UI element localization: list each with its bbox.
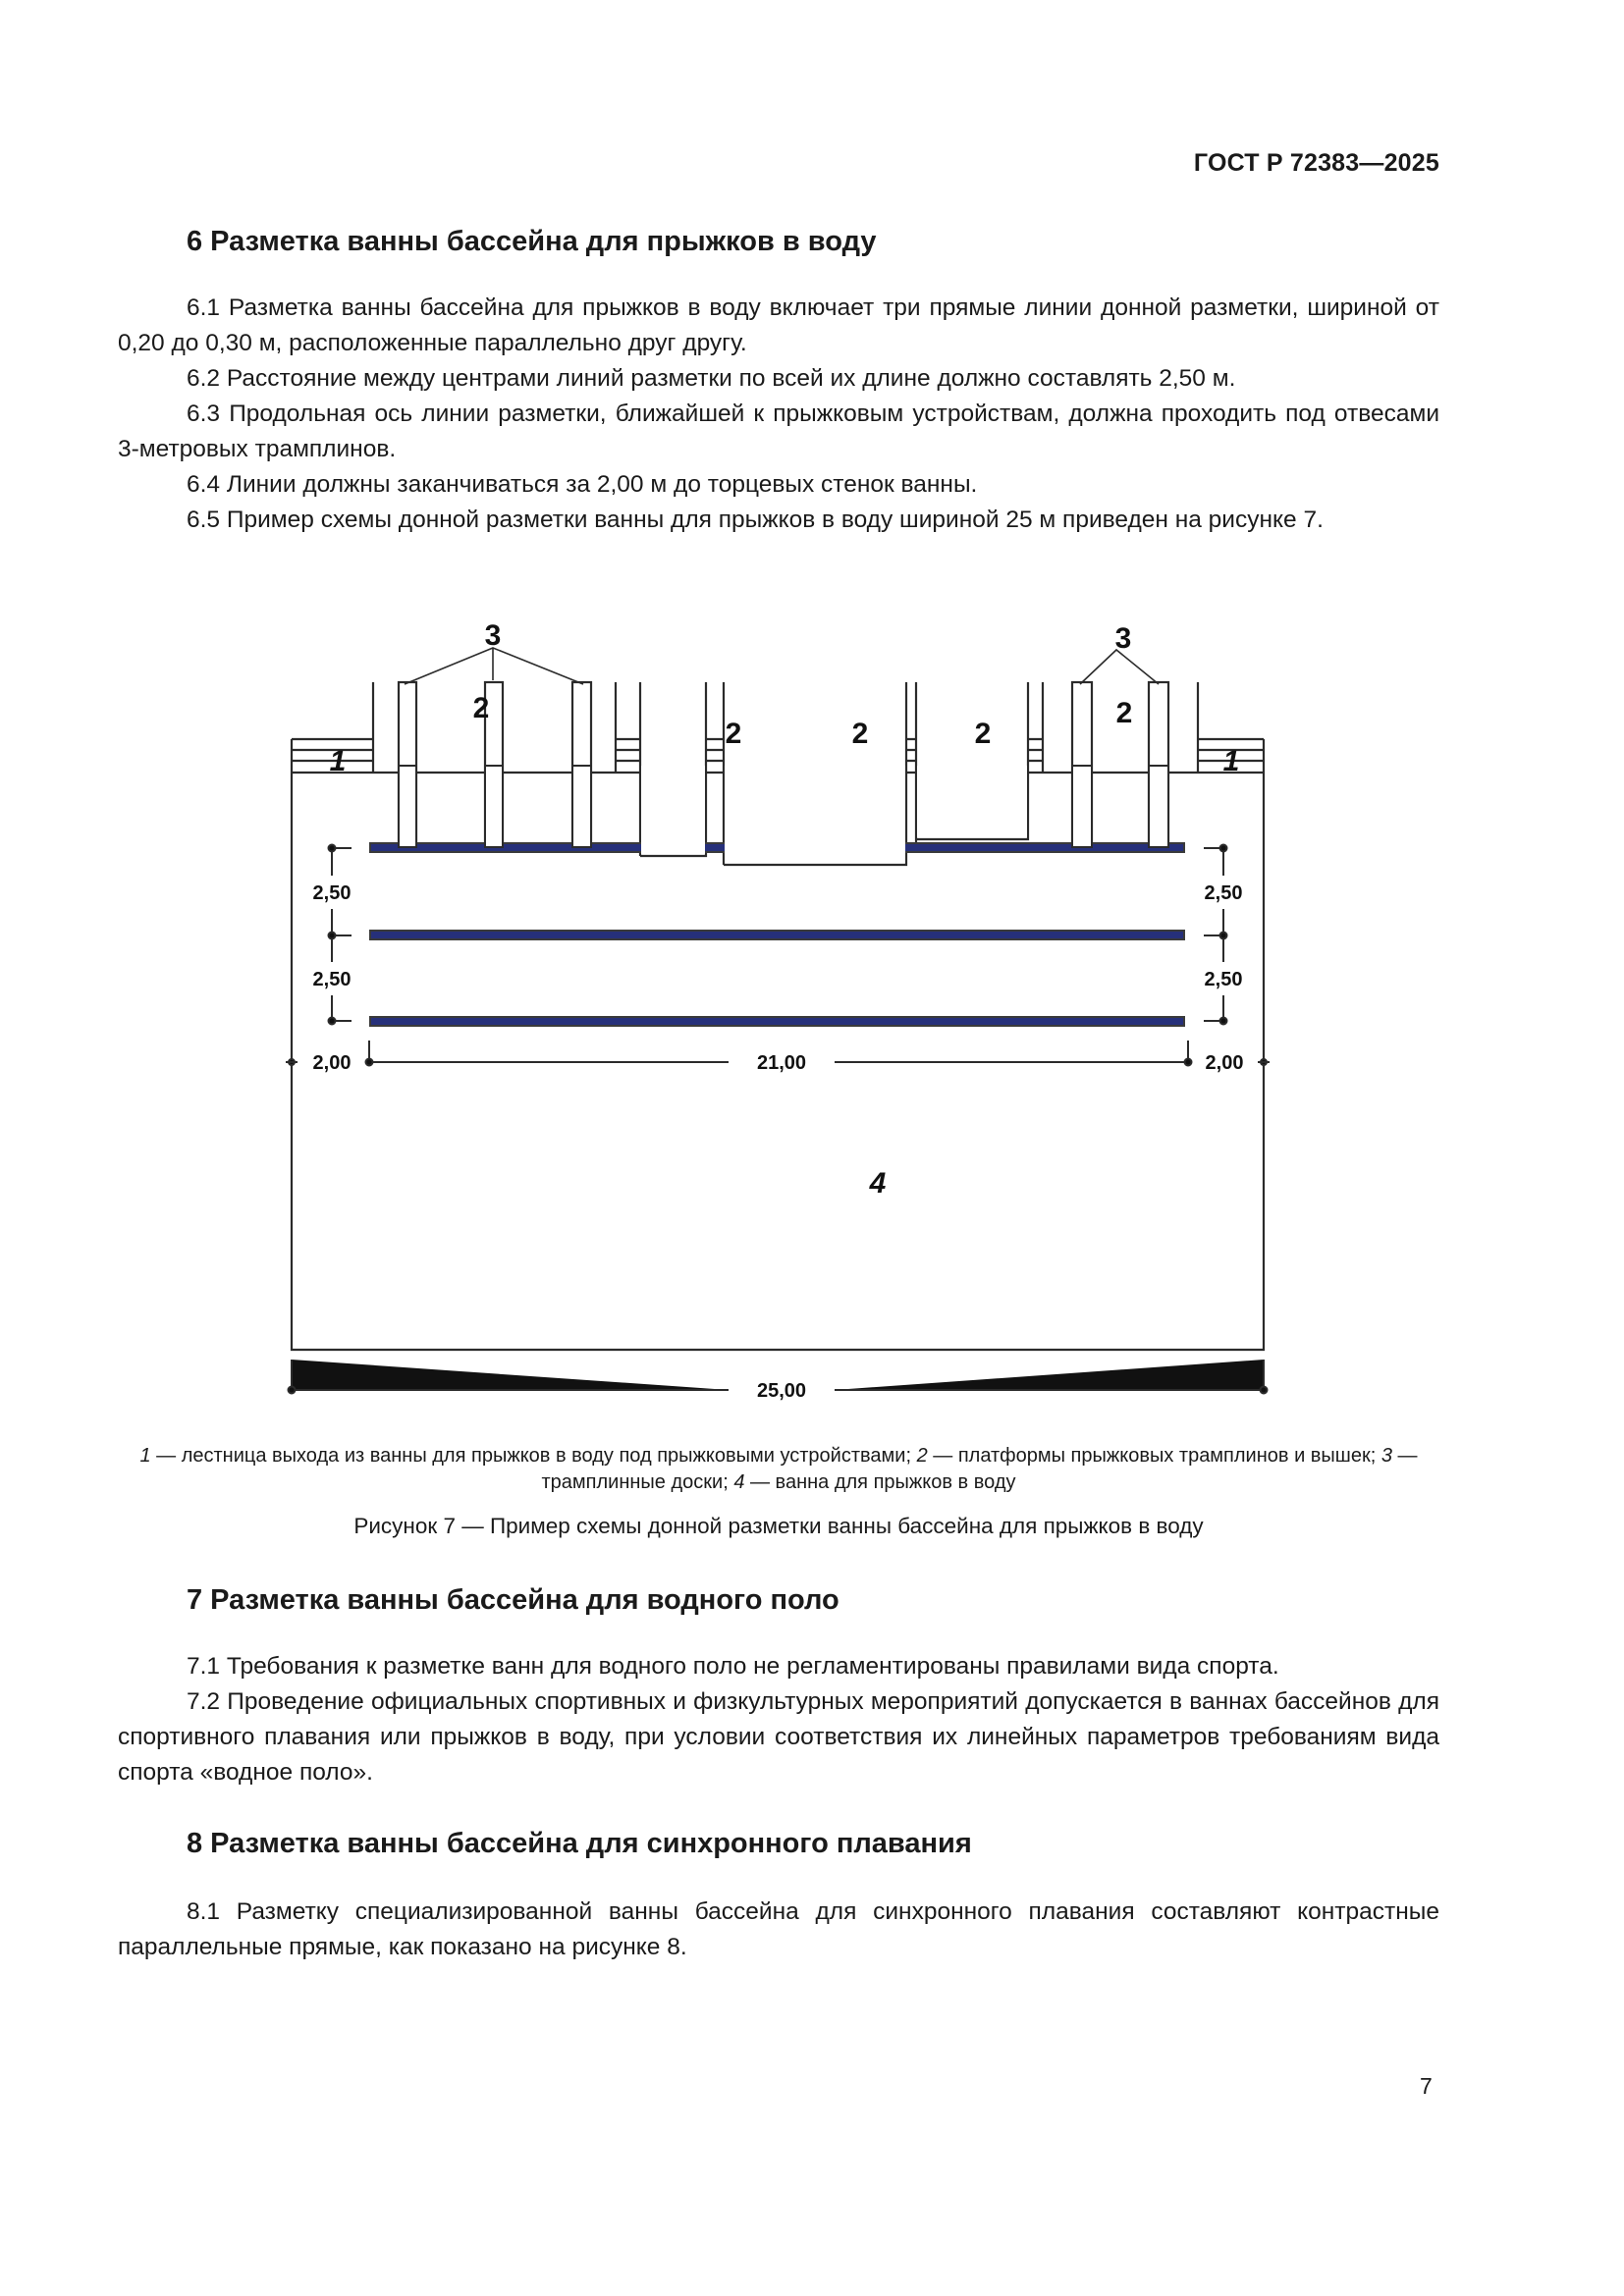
- label-1-right: 1: [1222, 745, 1240, 777]
- dim-left-spacing-2: 2,50: [312, 969, 352, 990]
- label-2-c: 2: [851, 718, 869, 750]
- paragraph-6-5: 6.5 Пример схемы донной разметки ванны для прыжков в воду шириной 25 м приведен на рисунке 7.: [187, 507, 1324, 533]
- dim-end-right: 2,00: [1205, 1052, 1244, 1074]
- dim-left-spacing-1: 2,50: [312, 882, 352, 904]
- dim-pool-width: 25,00: [756, 1380, 807, 1402]
- dim-line-length: 21,00: [756, 1052, 807, 1074]
- document-code: ГОСТ Р 72383—2025: [1193, 149, 1439, 177]
- dim-end-left: 2,00: [312, 1052, 352, 1074]
- label-1-left: 1: [329, 745, 347, 777]
- paragraph-6-1: 6.1 Разметка ванны бассейна для прыжков в воду включает три прямые линии донной разметки, шириной от 0,20 до 0,30 м, расположенные параллельно друг другу.: [118, 294, 1439, 356]
- paragraph-8-1: 8.1 Разметку специализированной ванны бассейна для синхронного плавания составляют контрастные параллельные прямые, как показано на рисунке 8.: [118, 1898, 1439, 1960]
- figure-caption: Рисунок 7 — Пример схемы донной разметки ванны бассейна для прыжков в воду: [353, 1514, 1204, 1538]
- label-2-d: 2: [974, 718, 992, 750]
- label-3-right: 3: [1114, 622, 1132, 655]
- paragraph-6-3: 6.3 Продольная ось линии разметки, ближайшей к прыжковым устройствам, должна проходить под отвесами 3-метровых трамплинов.: [118, 400, 1439, 462]
- section-6-heading: 6 Разметка ванны бассейна для прыжков в воду: [187, 226, 877, 257]
- label-3-left: 3: [484, 619, 502, 652]
- marking-lines: [370, 843, 1184, 1026]
- dim-right-spacing-1: 2,50: [1204, 882, 1243, 904]
- dim-right-spacing-2: 2,50: [1204, 969, 1243, 990]
- page-number: 7: [1420, 2073, 1433, 2099]
- label-2-b: 2: [725, 718, 742, 750]
- figure-legend: 1 — лестница выхода из ванны для прыжков в воду под прыжковыми устройствами; 2 — платформы прыжковых трамплинов и вышек; 3 — трамплинные доски; 4 — ванна для прыжков в воду: [139, 1445, 1418, 1493]
- paragraph-6-2: 6.2 Расстояние между центрами линий разметки по всей их длине должно составлять 2,50 м.: [187, 365, 1236, 392]
- section-8-heading: 8 Разметка ванны бассейна для синхронного плавания: [187, 1828, 972, 1859]
- label-2-a: 2: [472, 692, 490, 724]
- label-2-e: 2: [1115, 697, 1133, 729]
- section-7-heading: 7 Разметка ванны бассейна для водного поло: [187, 1584, 839, 1616]
- paragraph-6-4: 6.4 Линии должны заканчиваться за 2,00 м до торцевых стенок ванны.: [187, 471, 978, 498]
- paragraph-7-1: 7.1 Требования к разметке ванн для водного поло не регламентированы правилами вида спорта.: [187, 1653, 1279, 1680]
- label-4-pool: 4: [869, 1167, 887, 1200]
- paragraph-7-2: 7.2 Проведение официальных спортивных и физкультурных мероприятий допускается в ваннах бассейнов для спортивного плавания или прыжков в воду, при условии соответствия их линейных параметров требованиям вида спорта «водное поло».: [118, 1688, 1439, 1786]
